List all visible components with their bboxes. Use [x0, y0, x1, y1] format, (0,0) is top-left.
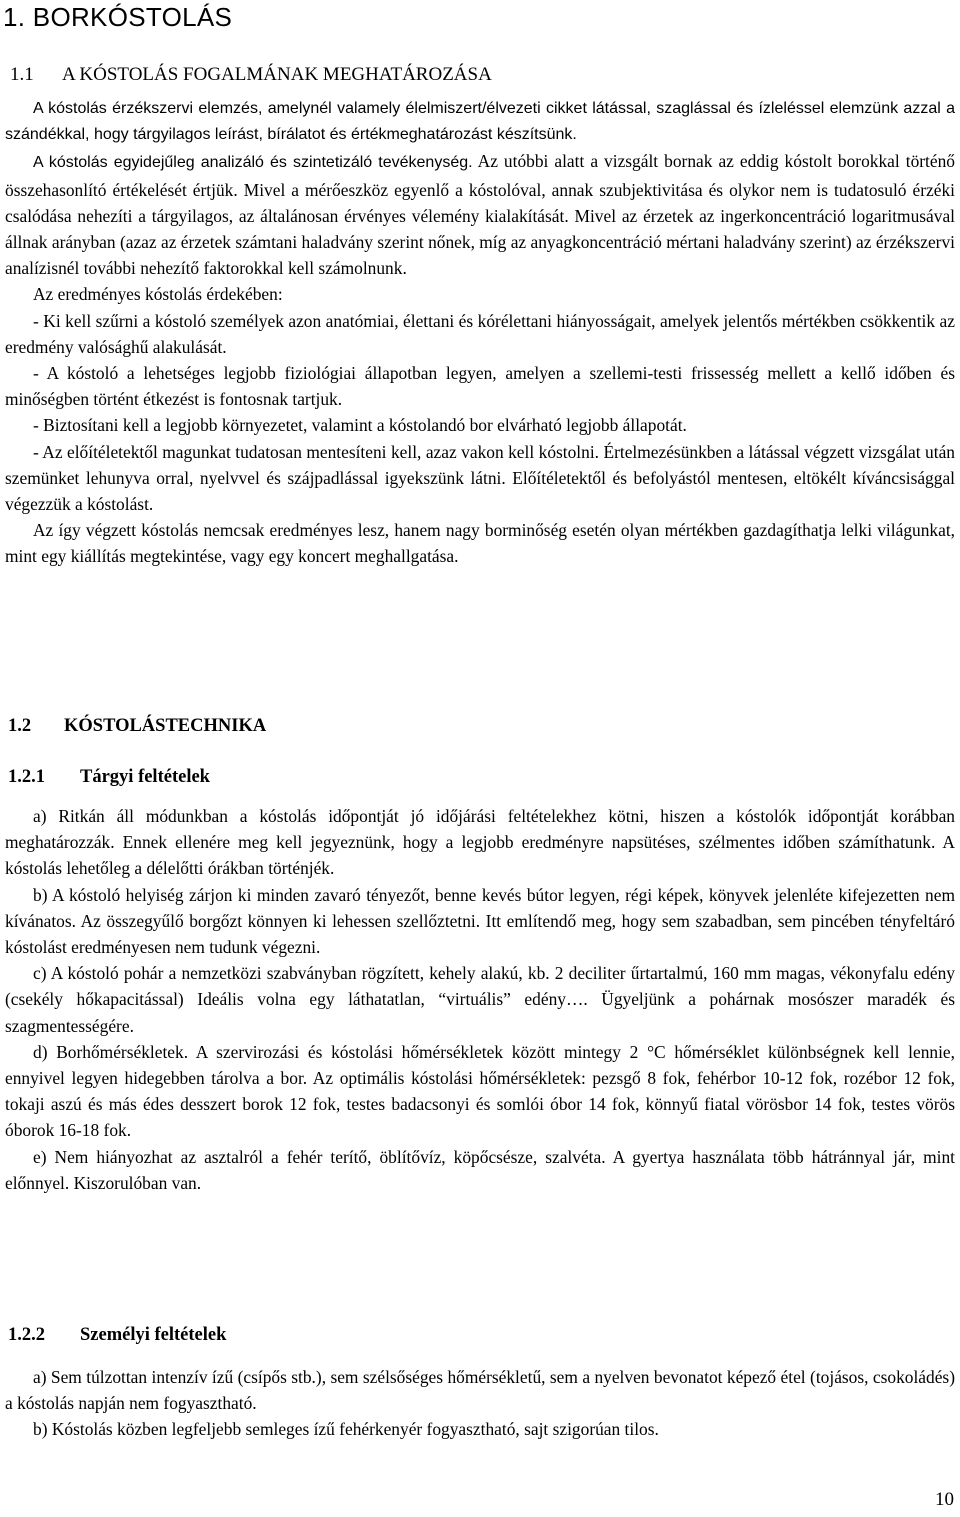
intro-paragraph-closing: Az így végzett kóstolás nemcsak eredményes lesz, hanem nagy borminőség esetén olyan mértékben gazdagíthatja lelki világunkat, mint egy kiállítás megtekintése, vagy egy koncert meghallgatása. [5, 520, 955, 567]
objective-item-a: a) Ritkán áll módunkban a kóstolás időpontját jó időjárási feltételekhez kötni, hiszen a kóstolók időpontját korábban meghatározzák. Ennek ellenére meg kell jegyeznünk, hogy a legjobb eredményre napsütéses, szélmentes időben számíthatunk. A kóstolás lehetőleg a délelőtti órákban történjék. [5, 806, 955, 879]
intro-text [5, 96, 955, 570]
intro-sentence-3: Mivel a mérőeszköz egyenlő a kóstolóval, annak szubjektivitása és olykor nem is tudatosuló érzéki csalódása nehezíti a tárgyilagos, az általánosan érvényes vélemény kialakítását. [5, 179, 955, 226]
subsection-heading-1-2-1 [8, 767, 210, 788]
subsection-number: 1.2.1 [8, 767, 45, 787]
objective-item-e: e) Nem hiányozhat az asztalról a fehér terítő, öblítővíz, köpőcsésze, szalvéta. A gyertya használata több hátránnyal jár, mint előnnyel. Kiszorulóban van. [5, 1146, 955, 1193]
intro-sentence-2: Az utóbbi alatt a vizsgált bornak az eddig kóstolt borokkal történő összehasonlító értékelését értjük. [5, 151, 955, 200]
intro-sentence-4: Mivel az érzetek az ingerkoncentráció logaritmusával állnak arányban (azaz az érzetek számtani haladvány szerint nőnek, míg az anyagkoncentráció mértani haladvány szerint) az érzékszervi analízisnél további nehezítő faktorokkal kell számolnunk. [5, 205, 955, 279]
intro-bullet-4: - Az előítéletektől magunkat tudatosan mentesíteni kell, azaz vakon kell kóstolni. Értelmezésünkben a látással végzett vizsgálat után szemünket lehunyva orral, nyelvvel és szájpadlással igyekszünk látni. Előítéletektől és befolyástól mentesen, eltökélt kíváncsisággal végezzük a kóstolást. [5, 441, 955, 515]
personal-item-b: b) Kóstolás közben legfeljebb semleges ízű fehérkenyér fogyasztható, sajt szigorúan tilos. [33, 1419, 659, 1440]
subsection-title: Tárgyi feltételek [80, 767, 210, 787]
objective-item-b: b) A kóstoló helyiség zárjon ki minden zavaró tényezőt, benne kevés bútor legyen, régi képek, könyvek jelenléte kifejezetten nem kívánatos. Az összegyűlő borgőzt könnyen ki lehessen szellőztetni. Itt említendő meg, hogy sem szabadban, sem pincében tényfeltáró kóstolást eredményesen nem tudunk végezni. [5, 884, 955, 958]
intro-paragraph-definition: A kóstolás érzékszervi elemzés, amelynél valamely élelmiszert/élvezeti cikket látással, szaglással és ízleléssel elemzünk azzal a szándékkal, hogy tárgyilagos leírást, bírálatot és értékmeghatározást készítsünk. [5, 100, 955, 144]
personal-conditions-text [5, 1364, 955, 1443]
section-title: KÓSTOLÁSTECHNIKA [64, 716, 267, 736]
subsection-heading-1-2-2 [8, 1325, 226, 1346]
section-heading-1-2 [8, 716, 266, 737]
intro-paragraph-analysis [5, 148, 955, 281]
intro-bullet-3: - Biztosítani kell a legjobb környezetet, valamint a kóstolandó bor elvárható legjobb állapotát. [33, 415, 687, 436]
section-heading-1-1 [10, 64, 492, 86]
objective-item-c: c) A kóstoló pohár a nemzetközi szabványban rögzített, kehely alakú, kb. 2 deciliter űrtartalmú, 160 mm magas, vékonyfalu edény (csekély hőkapacitással) Ideális volna egy láthatatlan, “virtuális” edény…. Ügyeljünk a pohárnak mosószer maradék és szagmentességére. [5, 963, 955, 1036]
section-title: A KÓSTOLÁS FOGALMÁNAK MEGHATÁROZÁSA [62, 64, 492, 85]
section-number: 1.2 [8, 716, 32, 736]
objective-item-d: d) Borhőmérsékletek. A szervirozási és kóstolási hőmérsékletek között mintegy 2 °C hőmérséklet különbségnek kell lennie, ennyivel legyen hidegebben tárolva a bor. Az optimális kóstolási hőmérsékletek: pezsgő 8 fok, fehérbor 10-12 fok, rozébor 12 fok, tokaji aszú és más édes desszert borok 12 fok, testes badacsonyi és somlói óbor 14 fok, könnyű fiatal vörösbor 14 fok, testes vörös óborok 16-18 fok. [5, 1041, 955, 1141]
intro-bullet-1: - Ki kell szűrni a kóstoló személyek azon anatómiai, élettani és kórélettani hiányosságait, amelyek jelentős mértékben csökkentik az eredmény valósághű alakulását. [5, 310, 955, 357]
chapter-heading: 1. BORKÓSTOLÁS [3, 2, 233, 32]
intro-paragraph-lead: Az eredményes kóstolás érdekében: [33, 284, 283, 305]
personal-item-a: a) Sem túlzottan intenzív ízű (csípős stb.), sem szélsőséges hőmérsékletű, sem a nyelven bevonatot képező étel (tojásos, csokoládés) a kóstolás napján nem fogyasztható. [5, 1367, 955, 1414]
intro-bullet-2: - A kóstoló a lehetséges legjobb fiziológiai állapotban legyen, amelyen a szellemi-testi frissesség mellett a kellő időben és minőségben történt étkezést is fontosnak tartjuk. [5, 363, 955, 410]
intro-sentence-1: A kóstolás egyidejűleg analizáló és szintetizáló tevékenység. [33, 154, 473, 172]
subsection-number: 1.2.2 [8, 1325, 45, 1345]
objective-conditions-text [5, 803, 955, 1196]
section-number: 1.1 [10, 64, 34, 85]
subsection-title: Személyi feltételek [80, 1325, 227, 1345]
page-number: 10 [935, 1489, 954, 1510]
